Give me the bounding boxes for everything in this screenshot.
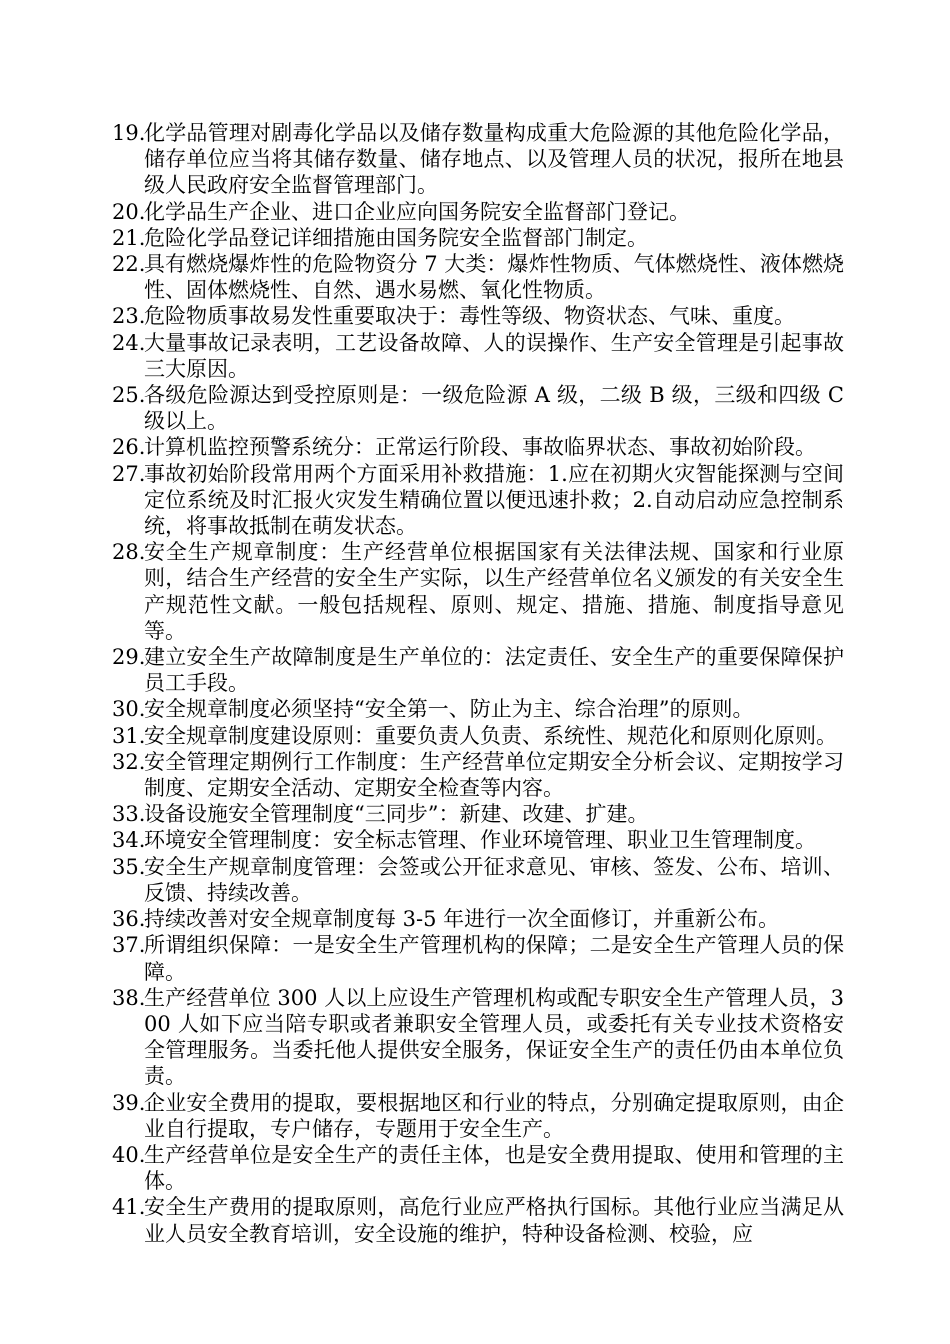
item-number: 41. xyxy=(112,1195,146,1220)
list-item xyxy=(112,225,844,251)
item-text: 计算机监控预警系统分：正常运行阶段、事故临界状态、事故初始阶段。 xyxy=(144,435,816,460)
item-text: 化学品管理对剧毒化学品以及储存数量构成重大危险源的其他危险化学品，储存单位应当将其储存数量、储存地点、以及管理人员的状况，报所在地县级人民政府安全监督管理部门。 xyxy=(144,121,844,198)
list-item xyxy=(112,696,844,722)
item-number: 23. xyxy=(112,304,146,329)
list-item xyxy=(112,251,844,303)
item-list xyxy=(112,120,844,1247)
item-text: 安全生产费用的提取原则，高危行业应严格执行国标。其他行业应当满足从业人员安全教育培训，安全设施的维护，特种设备检测、校验，应 xyxy=(144,1195,844,1246)
item-number: 27. xyxy=(112,461,146,486)
item-text: 安全规章制度必须坚持“安全第一、防止为主、综合治理”的原则。 xyxy=(144,697,754,722)
list-item xyxy=(112,985,844,1090)
list-item xyxy=(112,330,844,382)
item-text: 危险物质事故易发性重要取决于：毒性等级、物资状态、气味、重度。 xyxy=(144,304,795,329)
item-text: 事故初始阶段常用两个方面采用补救措施：1.应在初期火灾智能探测与空间定位系统及时汇报火灾发生精确位置以便迅速扑救；2.自动启动应急控制系统，将事故抵制在萌发状态。 xyxy=(144,461,844,539)
list-item xyxy=(112,461,844,540)
list-item xyxy=(112,906,844,932)
item-number: 29. xyxy=(112,645,146,670)
list-item xyxy=(112,854,844,906)
item-text: 安全管理定期例行工作制度：生产经营单位定期安全分析会议、定期按学习制度、定期安全活动、定期安全检查等内容。 xyxy=(144,749,844,801)
list-item xyxy=(112,1090,844,1142)
item-text: 大量事故记录表明，工艺设备故障、人的误操作、生产安全管理是引起事故三大原因。 xyxy=(144,330,844,381)
item-text: 安全生产规章制度管理：会签或公开征求意见、审核、签发、公布、培训、反馈、持续改善。 xyxy=(144,854,844,905)
list-item xyxy=(112,723,844,749)
list-item xyxy=(112,801,844,827)
item-number: 26. xyxy=(112,435,146,460)
list-item xyxy=(112,644,844,696)
item-number: 31. xyxy=(112,723,146,748)
list-item xyxy=(112,199,844,225)
item-text: 具有燃烧爆炸性的危险物资分 7 大类：爆炸性物质、气体燃烧性、液体燃烧性、固体燃烧性、自然、遇水易燃、氧化性物质。 xyxy=(144,252,844,303)
list-item xyxy=(112,1142,844,1194)
item-number: 28. xyxy=(112,540,146,565)
item-number: 39. xyxy=(112,1090,146,1115)
item-text: 危险化学品登记详细措施由国务院安全监督部门制定。 xyxy=(144,225,648,250)
list-item xyxy=(112,749,844,801)
list-item xyxy=(112,303,844,329)
item-number: 38. xyxy=(112,985,146,1010)
list-item xyxy=(112,382,844,434)
item-number: 24. xyxy=(112,330,146,355)
item-text: 建立安全生产故障制度是生产单位的：法定责任、安全生产的重要保障保护员工手段。 xyxy=(144,645,844,696)
item-number: 30. xyxy=(112,697,146,722)
item-number: 40. xyxy=(112,1142,146,1167)
item-text: 持续改善对安全规章制度每 3-5 年进行一次全面修订，并重新公布。 xyxy=(144,907,780,932)
item-text: 环境安全管理制度：安全标志管理、作业环境管理、职业卫生管理制度。 xyxy=(144,828,816,853)
list-item xyxy=(112,434,844,460)
item-number: 19. xyxy=(112,121,146,145)
item-text: 设备设施安全管理制度“三同步”：新建、改建、扩建。 xyxy=(144,802,649,827)
item-text: 生产经营单位是安全生产的责任主体，也是安全费用提取、使用和管理的主体。 xyxy=(144,1142,844,1194)
item-text: 所谓组织保障：一是安全生产管理机构的保障；二是安全生产管理人员的保障。 xyxy=(144,933,844,984)
list-item xyxy=(112,120,844,199)
list-item xyxy=(112,827,844,853)
item-number: 35. xyxy=(112,854,146,879)
item-number: 37. xyxy=(112,933,146,958)
item-text: 安全生产规章制度：生产经营单位根据国家有关法律法规、国家和行业原则，结合生产经营的安全生产实际，以生产经营单位名义颁发的有关安全生产规范性文献。一般包括规程、原则、规定、措施、措施、制度指导意见等。 xyxy=(144,540,844,643)
list-item xyxy=(112,1194,844,1246)
item-number: 20. xyxy=(112,199,146,224)
item-number: 22. xyxy=(112,252,146,277)
list-item xyxy=(112,539,844,644)
item-number: 33. xyxy=(112,802,146,827)
item-number: 25. xyxy=(112,383,146,408)
item-number: 34. xyxy=(112,828,146,853)
item-text: 企业安全费用的提取，要根据地区和行业的特点，分别确定提取原则，由企业自行提取，专户储存，专题用于安全生产。 xyxy=(144,1090,844,1141)
item-number: 36. xyxy=(112,907,146,932)
item-text: 各级危险源达到受控原则是：一级危险源 A 级，二级 B 级，三级和四级 C 级以上。 xyxy=(144,383,844,434)
list-item xyxy=(112,932,844,984)
item-text: 化学品生产企业、进口企业应向国务院安全监督部门登记。 xyxy=(144,199,690,224)
item-text: 安全规章制度建设原则：重要负责人负责、系统性、规范化和原则化原则。 xyxy=(144,723,837,748)
item-number: 21. xyxy=(112,225,146,250)
item-number: 32. xyxy=(112,749,146,774)
item-text: 生产经营单位 300 人以上应设生产管理机构或配专职安全生产管理人员，300 人如下应当陪专职或者兼职安全管理人员，或委托有关专业技术资格安全管理服务。当委托他人提供安全服务，保证安全生产的责任仍由本单位负责。 xyxy=(144,985,844,1089)
